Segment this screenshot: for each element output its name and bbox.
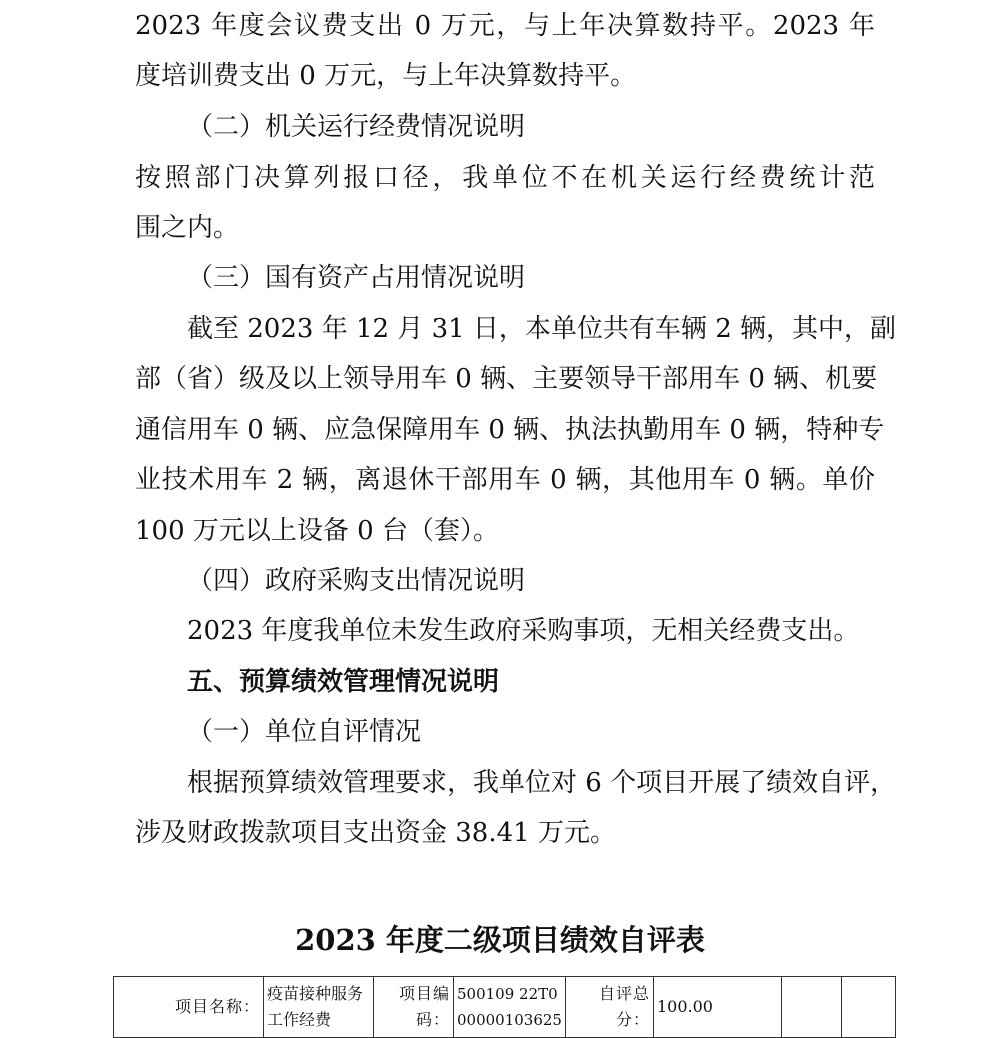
performance-table [113, 976, 896, 1038]
empty-cell [782, 977, 842, 1038]
score-label: 自评总分： [566, 977, 654, 1038]
chapter-heading: 五、预算绩效管理情况说明 [187, 667, 500, 697]
paragraph-line: 部（省）级及以上领导用车 0 辆、主要领导干部用车 0 辆、机要 [135, 364, 878, 394]
paragraph-line: 根据预算绩效管理要求，我单位对 6 个项目开展了绩效自评， [187, 768, 897, 798]
paragraph-line: 围之内。 [135, 213, 240, 243]
section-heading: （二）机关运行经费情况说明 [187, 112, 526, 142]
project-code-label: 项目编码： [374, 977, 454, 1038]
empty-cell [842, 977, 896, 1038]
project-name-value: 疫苗接种服务工作经费 [264, 977, 374, 1038]
project-code-value: 500109 22T000000103625 [454, 977, 566, 1038]
paragraph-line: 业技术用车 2 辆，离退休干部用车 0 辆，其他用车 0 辆。单价 [135, 465, 875, 495]
paragraph-line: 截至 2023 年 12 月 31 日，本单位共有车辆 2 辆，其中，副 [187, 314, 896, 344]
paragraph-line: 涉及财政拨款项目支出资金 38.41 万元。 [135, 818, 616, 848]
project-name-label: 项目名称： [114, 977, 264, 1038]
paragraph-line: 100 万元以上设备 0 台（套）。 [135, 516, 499, 546]
section-heading: （四）政府采购支出情况说明 [187, 566, 526, 596]
paragraph-line: 2023 年度会议费支出 0 万元，与上年决算数持平。2023 年 [135, 11, 875, 41]
table-title: 2023 年度二级项目绩效自评表 [295, 923, 705, 957]
section-heading: （一）单位自评情况 [187, 717, 422, 747]
paragraph-line: 通信用车 0 辆、应急保障用车 0 辆、执法执勤用车 0 辆，特种专 [135, 415, 885, 445]
score-value: 100.00 [654, 977, 782, 1038]
paragraph-line: 度培训费支出 0 万元，与上年决算数持平。 [135, 61, 637, 91]
section-heading: （三）国有资产占用情况说明 [187, 263, 526, 293]
paragraph-line: 按照部门决算列报口径，我单位不在机关运行经费统计范 [135, 163, 875, 193]
paragraph-line: 2023 年度我单位未发生政府采购事项，无相关经费支出。 [187, 616, 860, 646]
table-row [114, 977, 896, 1038]
